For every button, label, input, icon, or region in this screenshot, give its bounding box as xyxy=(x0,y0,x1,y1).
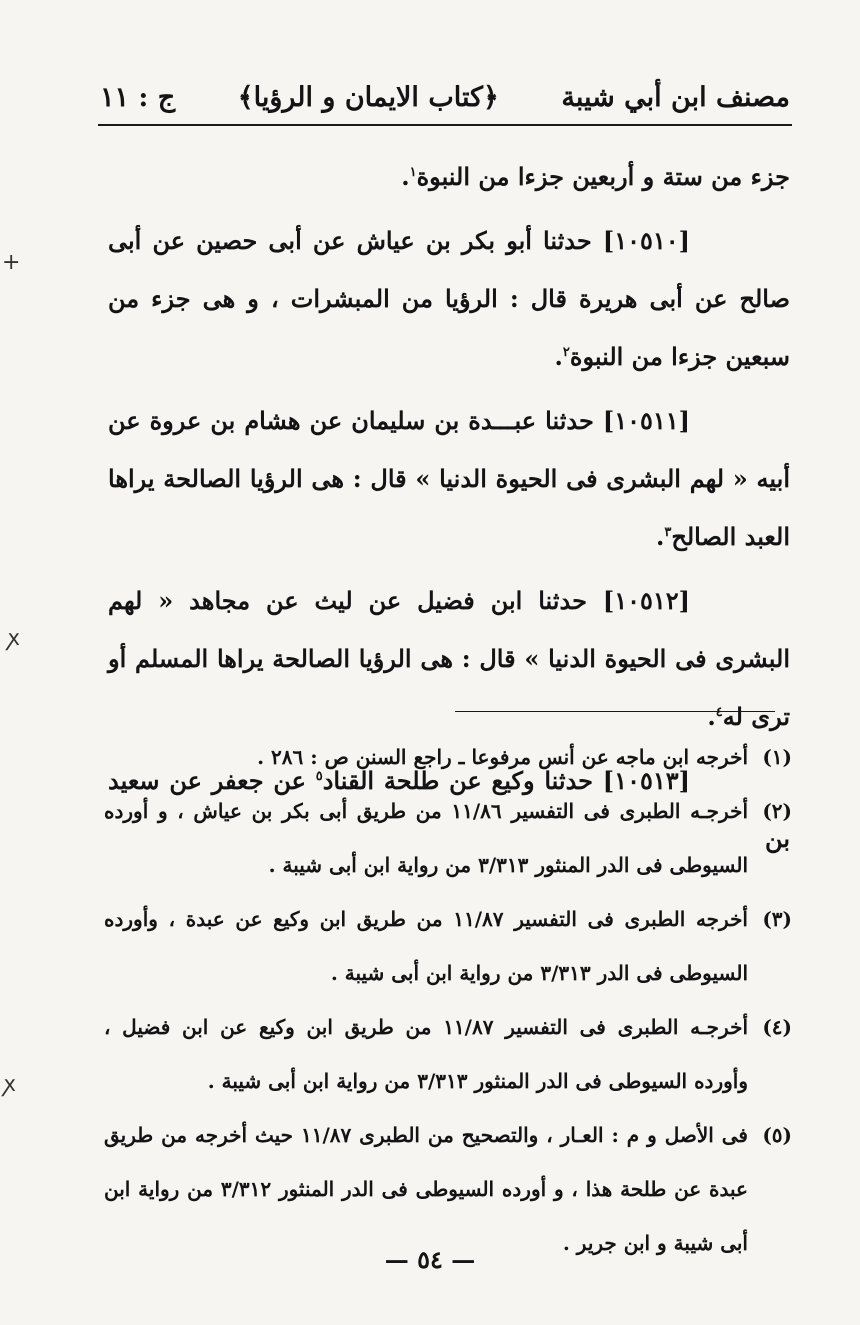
hadith-10513: [١٠٥١٣] حدثنا وكيع عن طلحة القناد$^٥$ عن جعفر عن سعيد بن xyxy=(108,766,790,853)
footnote-text: فى الأصل و م : العـار ، والتصحيح من الطبرى ١١/٨٧ حيث أخرجه من طريق عبدة عن طلحة هذا ، و أورده السيوطى فى الدر المنثور ٣/٣١٢ من رواية ابن أبى شيبة و ابن جرير . xyxy=(104,1123,748,1255)
margin-mark: + xyxy=(2,250,21,275)
volume-number: ج : ١١ xyxy=(100,81,176,113)
footnote-number: (٣) xyxy=(762,907,792,931)
footnote-ref-4: ٤ xyxy=(715,705,723,720)
footnote-ref-1: ١ xyxy=(409,165,417,180)
footnote-text: أخرجه الطبرى فى التفسير ١١/٨٧ من طريق ابن وكيع عن عبدة ، وأورده السيوطى فى الدر ٣/٣١٣ من رواية ابن أبى شيبة . xyxy=(104,907,748,985)
footnote-text: أخرجـه الطبرى فى التفسير ١١/٨٦ من طريق أبى بكر بن عياش ، و أورده السيوطى فى الدر المنثور ٣/٣١٣ من رواية ابن أبى شيبة . xyxy=(104,799,748,877)
footnote-1 xyxy=(104,730,792,784)
footnote-ref-2: ٢ xyxy=(562,345,570,360)
chapter-title: ﴿كتاب الايمان و الرؤيا﴾ xyxy=(237,81,499,113)
footnote-number: (٥) xyxy=(762,1123,792,1147)
hadith-10512: [١٠٥١٢] حدثنا ابن فضيل عن ليث عن مجاهد « لهم البشرى فى الحيوة الدنيا » قال : هى الرؤيا الصالحة يراها المسلم أو ترى له$^٤$. xyxy=(108,586,790,731)
footnote-text: أخرجه ابن ماجه عن أنس مرفوعا ـ راجع السنن ص : ٢٨٦ . xyxy=(257,745,748,769)
hadith-10510: [١٠٥١٠] حدثنا أبو بكر بن عياش عن أبى حصين عن أبى صالح عن أبى هريرة قال : الرؤيا من المبشرات ، و هى جزء من سبعين جزءا من النبوة$^٢$. xyxy=(108,226,790,371)
running-header xyxy=(100,72,790,122)
book-title: مصنف ابن أبي شيبة xyxy=(561,81,790,113)
footnote-ref-3: ٣ xyxy=(664,525,672,540)
footnote-3 xyxy=(104,892,792,1000)
header-divider xyxy=(98,124,792,126)
footnote-ref-5: ٥ xyxy=(315,769,323,784)
footnotes xyxy=(104,730,792,1270)
page-number: — ٥٤ — xyxy=(384,1245,476,1274)
hadith-10511: [١٠٥١١] حدثنا عبـــدة بن سليمان عن هشام بن عروة عن أبيه « لهم البشرى فى الحيوة الدنيا » قال : هى الرؤيا الصالحة يراها العبد الصالح$^٣$. xyxy=(108,406,790,551)
margin-mark: ꭗ xyxy=(8,626,20,651)
paragraph-continuation: جزء من ستة و أربعين جزءا من النبوة$^١$. xyxy=(401,162,790,191)
footnote-4 xyxy=(104,1000,792,1108)
footnote-number: (١) xyxy=(762,745,792,769)
footnote-number: (٢) xyxy=(762,799,792,823)
footnote-number: (٤) xyxy=(762,1015,792,1039)
footnote-2 xyxy=(104,784,792,892)
margin-mark: ꭗ xyxy=(4,1072,16,1097)
footnote-separator xyxy=(455,711,775,712)
footnote-text: أخرجـه الطبرى فى التفسير ١١/٨٧ من طريق ابن وكيع عن ابن فضيل ، وأورده السيوطى فى الدر المنثور ٣/٣١٣ من رواية ابن أبى شيبة . xyxy=(104,1015,748,1093)
